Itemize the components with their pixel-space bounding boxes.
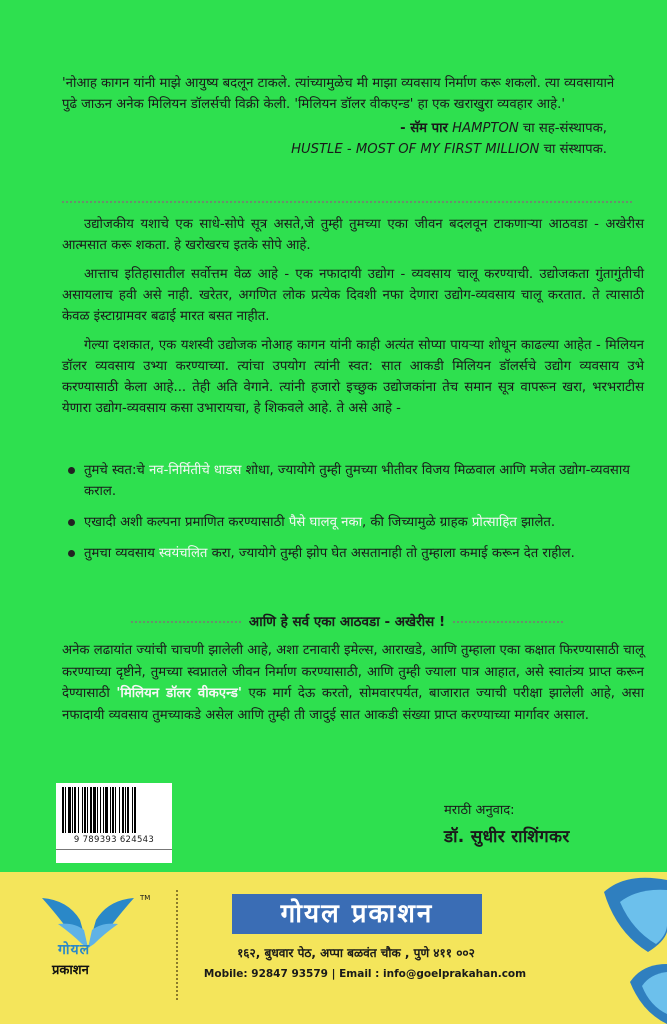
translator-credit	[444, 800, 644, 847]
paragraph-2: आत्ताच इतिहासातील सर्वोत्तम वेळ आहे - एक नफादायी उद्योग - व्यवसाय चालू करण्याची. उद्योजकता गुंतागुंतीची असायलाच हवी असे नाही. खरेतर, अगणित लोक प्रत्येक दिवशी नफा देणारा उद्योग-व्यवसाय चालू करतात. ते त्यासाठी केवळ इंस्टाग्रामवर बढाई मारत बसत नाहीत.	[62, 267, 644, 324]
list-item: एखादी अशी कल्पना प्रमाणित करण्यासाठी पैसे घालवू नका, की जिच्यामुळे ग्राहक प्रोत्साहित झालेत.	[62, 512, 642, 533]
list-item: तुमचा व्यवसाय स्वयंचलित करा, ज्यायोगे तुम्ही झोप घेत असतानाही तो तुम्हाला कमाई करून देत राहील.	[62, 543, 642, 564]
trademark-mark: TM	[140, 894, 151, 902]
translator-label: मराठी अनुवाद:	[444, 803, 515, 818]
quote-attribution	[62, 119, 607, 160]
list-item: तुमचे स्वत:चे नव-निर्मितीचे धाडस शोधा, ज्यायोगे तुम्ही तुमच्या भीतीवर विजय मिळवाल आणि मजेत उद्योग-व्यवसाय कराल.	[62, 460, 642, 502]
bullet-icon	[68, 550, 75, 557]
quote-text: 'नोआह कागन यांनी माझे आयुष्य बदलून टाकले. त्यांच्यामुळेच मी माझा व्यवसाय निर्माण करू शकलो. त्या व्यवसायाने पुढे जाऊन अनेक मिलियन डॉलर्सची विक्री केली. 'मिलियन डॉलर वीकएन्ड' हा एक खराखुरा व्यवहार आहे.'	[62, 76, 615, 112]
quote-role-2: चा संस्थापक.	[539, 141, 607, 157]
publisher-name: गोयल प्रकाशन	[232, 894, 482, 934]
isbn-number: 9 789393 624543	[73, 835, 155, 845]
barcode-bars	[62, 787, 166, 833]
publisher-address: १६२, बुधवार पेठ, अप्पा बळवंत चौक , पुणे ४११ ००२	[237, 946, 475, 960]
paragraph-1: उद्योजकीय यशाचे एक साधे-सोपे सूत्र असते,जे तुम्ही तुमच्या एका जीवन बदलवून टाकणाऱ्या आठवडा - अखेरीस आत्मसात करू शकता. हे खरोखरच इतके सोपे आहे.	[62, 217, 644, 253]
tagline: आणि हे सर्व एका आठवडा - अखेरीस !	[62, 612, 632, 630]
publisher-footer	[0, 872, 667, 1024]
bullet-icon	[68, 467, 75, 474]
description-body	[62, 214, 644, 427]
endorsement-quote	[62, 74, 622, 160]
dotted-divider	[453, 621, 563, 623]
logo-text-goel: गोयल	[58, 942, 91, 958]
publisher-contact: Mobile: 92847 93579 | Email : info@goelprakahan.com	[203, 968, 527, 980]
isbn-barcode	[56, 783, 172, 863]
quote-company-1: HAMPTON	[452, 121, 519, 136]
bullet-icon	[68, 519, 75, 526]
translator-name: डॉ. सुधीर राशिंगकर	[444, 827, 570, 847]
dotted-divider	[131, 621, 241, 623]
quote-author: - सॅम पार	[400, 121, 448, 136]
logo-text-prakashan: प्रकाशन	[52, 963, 89, 978]
barcode-divider	[56, 849, 172, 850]
butterfly-wing-icon	[586, 872, 667, 1024]
quote-role-1: चा सह-संस्थापक,	[518, 121, 607, 136]
closing-paragraph: अनेक लढायांत ज्यांची चाचणी झालेली आहे, अशा टनावारी इमेल्स, आराखडे, आणि तुम्हाला एका कक्षात फिरण्यासाठी चालू करण्याच्या दृष्टीने, तुमच्या स्वप्नातले जीवन निर्माण करण्यासाठी, आणि तुम्ही ज्याला पात्र आहात, असे स्वातंत्र्य प्राप्त करून देण्यासाठी 'मिलियन डॉलर वीकएन्ड' एक मार्ग देऊ करतो, सोमवारपर्यत, बाजारात ज्याची परीक्षा झालेली आहे, असा नफादायी व्यवसाय तुमच्याकडे असेल आणि तुम्ही ती जादुई सात आकडी संख्या प्राप्त करण्याच्या मार्गावर असाल.	[62, 643, 644, 723]
dotted-divider	[176, 890, 178, 1000]
paragraph-3: गेल्या दशकात, एक यशस्वी उद्योजक नोआह कागन यांनी काही अत्यंत सोप्या पायऱ्या शोधून काढल्या आहेत - मिलियन डॉलर व्यवसाय उभ्या करण्याच्या. त्यांचा उपयोग त्यांनी स्वत: सात आकडी मिलियन डॉलर्सचे उद्योग व्यवसाय उभे करण्यासाठी केला आहे... तेही अति वेगाने. त्यांनी हजारो इच्छुक उद्योजकांना तेच समान सूत्र वापरून खरा, भरभराटीस येणारा उद्योग-व्यवसाय कसा उभारायचा, हे शिकवले आहे. ते असे आहे -	[62, 338, 644, 416]
quote-company-2: HUSTLE - MOST OF MY FIRST MILLION	[291, 141, 540, 157]
dotted-divider	[62, 201, 632, 203]
key-points-list	[62, 460, 642, 574]
